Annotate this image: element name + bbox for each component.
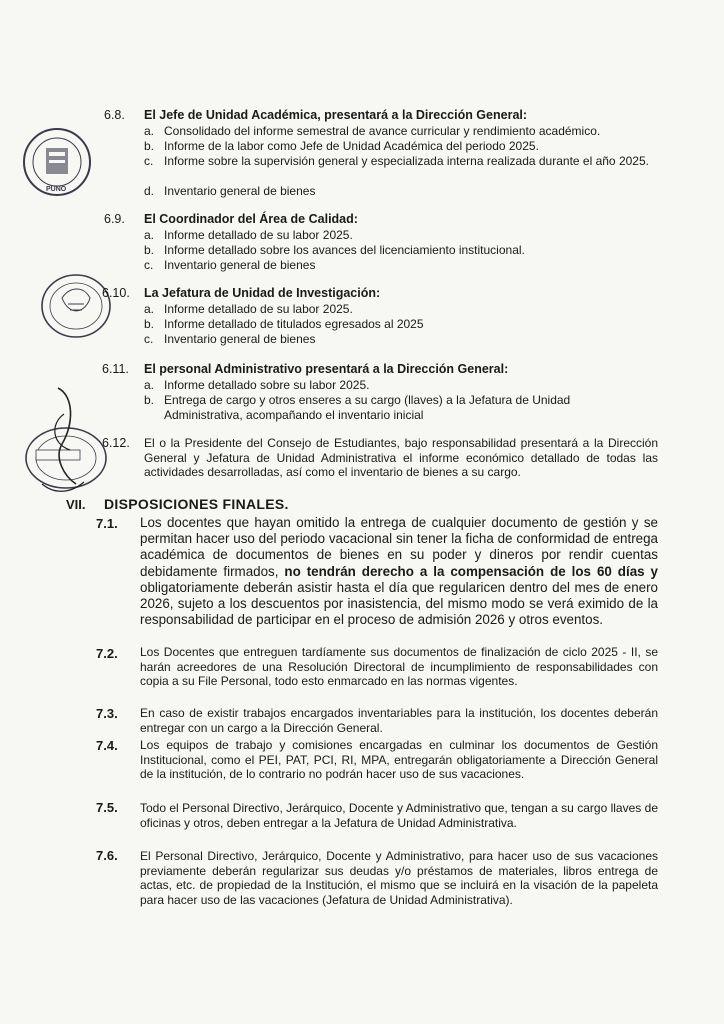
paragraph-7-1-text-b: obligatoriamente deberán asistir hasta el día que regularicen dentro del mes de enero 2026, sujeto a los descuentos por inasistencia, del mismo modo se verá eximido de la responsabilidad de participar en el proceso de admisión 2026 y otros eventos. (140, 579, 658, 628)
list-letter: c. (144, 154, 154, 168)
list-letter: b. (144, 139, 155, 153)
list-text: Informe de la labor como Jefe de Unidad Académica del periodo 2025. (164, 139, 539, 153)
list-text: Informe detallado de titulados egresados al 2025 (164, 317, 424, 331)
heading-jefatura-investigacion: La Jefatura de Unidad de Investigación: (144, 286, 381, 300)
list-text: Informe detallado de su labor 2025. (164, 228, 353, 242)
list-item (144, 154, 668, 184)
list-text: Informe sobre la supervisión general y especializada interna realizada durante el año 2025. (164, 154, 649, 168)
list-letter: d. (144, 184, 155, 198)
heading-coordinador-calidad: El Coordinador del Área de Calidad: (144, 212, 358, 226)
paragraph-7-1-bold: no tendrán derecho a la compensación de los 60 días y (284, 563, 658, 579)
item-number-6-12: 6.12. (102, 436, 130, 450)
section-title-disposiciones-finales: DISPOSICIONES FINALES. (104, 496, 289, 512)
paragraph-presidente-consejo: El o la Presidente del Consejo de Estudiantes, bajo responsabilidad presentará a la Dirección General y Jefatura de Unidad Administrativa el informe económico detallado de todas las actividades desarrolladas, así como el inventario de bienes a su cargo. (144, 436, 658, 480)
item-number-7-6: 7.6. (96, 848, 118, 863)
paragraph-7-3: En caso de existir trabajos encargados inventariables para la institución, los docentes deberán entregar con un cargo a la Dirección General. (140, 706, 658, 735)
list-letter: a. (144, 302, 155, 316)
list-text: Consolidado del informe semestral de avance curricular y rendimiento académico. (164, 124, 601, 138)
paragraph-7-4: Los equipos de trabajo y comisiones encargadas en culminar los documentos de Gestión Institucional, como el PEI, PAT, PCI, RI, MPA, entregarán obligatoriamente a Dirección General de la institución, de lo contrario no podrán hacer uso de sus vacaciones. (140, 738, 658, 782)
paragraph-7-5: Todo el Personal Directivo, Jerárquico, Docente y Administrativo que, tengan a su cargo llaves de oficinas y otros, deben entregar a la Jefatura de Unidad Administrativa. (140, 801, 658, 830)
item-number-7-4: 7.4. (96, 738, 118, 753)
list-text: Informe detallado de su labor 2025. (164, 302, 353, 316)
list-letter: a. (144, 124, 155, 138)
administration-seal-stamp (14, 384, 114, 504)
paragraph-7-6: El Personal Directivo, Jerárquico, Docente y Administrativo, para hacer uso de sus vacaciones previamente deberán regularizar sus deudas y/o préstamos de materiales, libros entrega de actas, etc. de propiedad de la Institución, el mismo que se incluirá en la visación de la papeleta para hacer uso de las vacaciones (Jefatura de Unidad Administrativa). (140, 849, 658, 907)
list-letter: c. (144, 332, 154, 346)
list-letter: a. (144, 378, 155, 392)
list-letter: c. (144, 258, 154, 272)
list-text: Informe detallado sobre los avances del licenciamiento institucional. (164, 243, 525, 257)
list-letter: b. (144, 317, 155, 331)
list-item (144, 393, 664, 423)
paragraph-7-1-text-a: Los docentes que hayan omitido la entrega de cualquier documento de gestión y se permitan hacer uso del periodo vacacional sin tener la ficha de conformidad de entrega académica de documentos de bienes en su poder y dineros por rendir cuentas debidamente firmados, (140, 515, 658, 579)
list-text: Inventario general de bienes (164, 332, 316, 346)
item-number-7-5: 7.5. (96, 800, 118, 815)
item-number-6-10: 6.10. (102, 286, 130, 300)
list-letter: a. (144, 228, 155, 242)
paragraph-7-1 (140, 515, 658, 628)
heading-personal-administrativo: El personal Administrativo presentará a la Dirección General: (144, 362, 509, 376)
item-number-7-1: 7.1. (96, 516, 118, 531)
list-text: Entrega de cargo y otros enseres a su cargo (llaves) a la Jefatura de Unidad Administrativa, acompañando el inventario inicial (164, 393, 571, 422)
item-number-6-11: 6.11. (102, 362, 129, 376)
item-number-6-9: 6.9. (104, 212, 125, 226)
list-letter: b. (144, 243, 155, 257)
paragraph-7-2: Los Docentes que entreguen tardíamente sus documentos de finalización de ciclo 2025 - II, se harán acreedores de una Resolución Directoral de incumplimiento de responsabilidades con copia a su File Personal, todo esto enmarcado en las normas vigentes. (140, 645, 658, 689)
svg-text:PUNO: PUNO (46, 186, 67, 193)
list-text: Inventario general de bienes (164, 258, 316, 272)
list-text: Informe detallado sobre su labor 2025. (164, 378, 370, 392)
item-number-6-8: 6.8. (104, 108, 125, 122)
heading-jefe-unidad-academica: El Jefe de Unidad Académica, presentará a la Dirección General: (144, 108, 528, 122)
regional-education-seal-stamp (26, 268, 112, 340)
list-letter: b. (144, 393, 155, 407)
item-number-7-3: 7.3. (96, 706, 118, 721)
institution-seal-stamp (20, 122, 94, 202)
item-number-7-2: 7.2. (96, 646, 118, 661)
list-text: Inventario general de bienes (164, 184, 316, 198)
section-number-vii: VII. (66, 497, 86, 512)
